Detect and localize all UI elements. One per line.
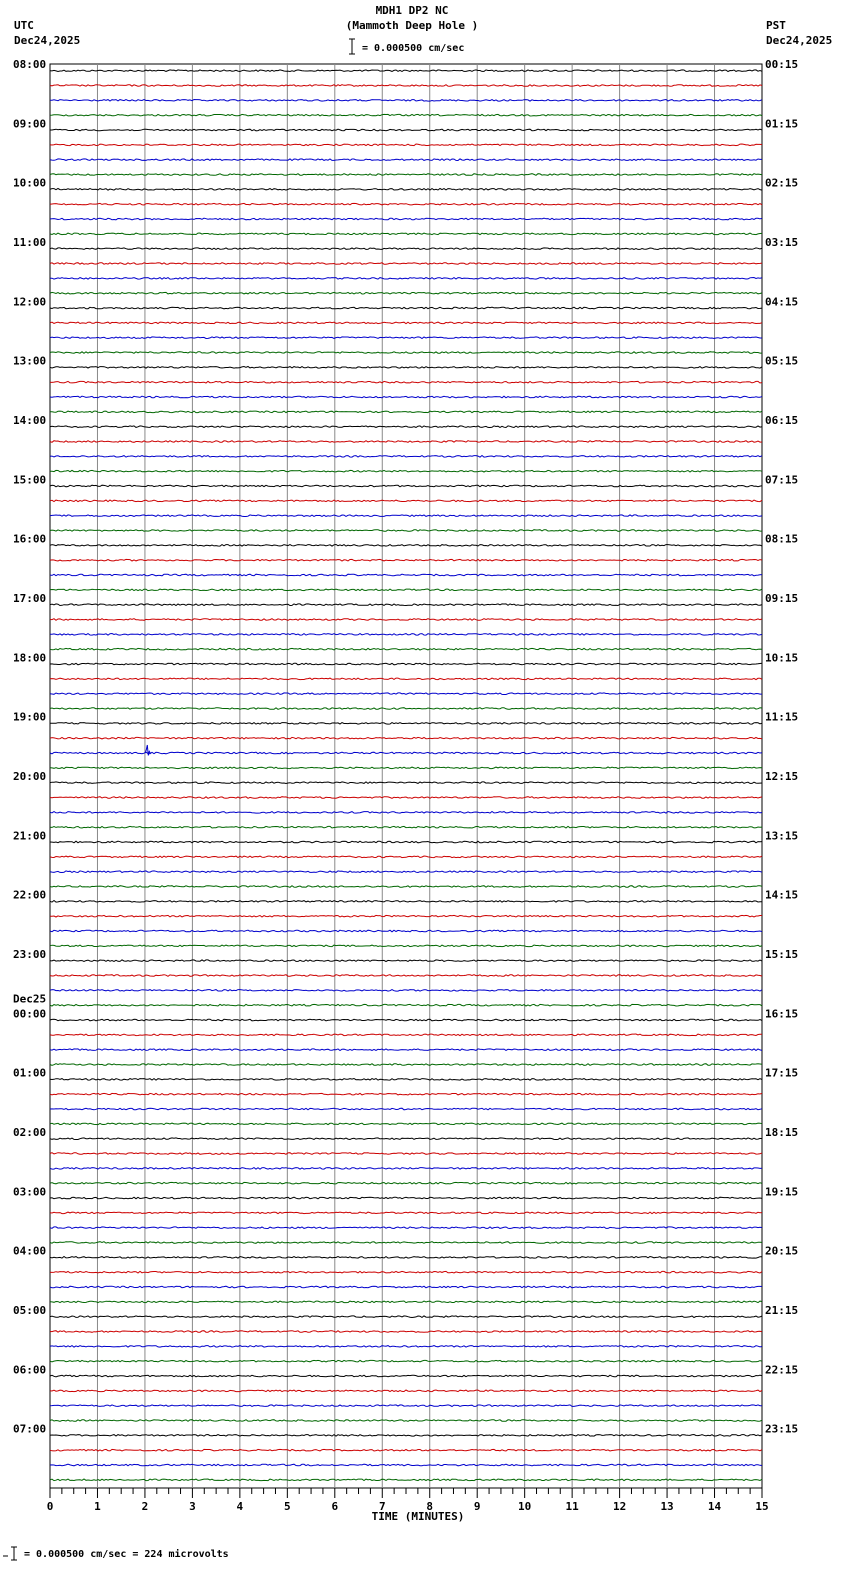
pst-hour-label: 23:15 xyxy=(765,1422,799,1436)
pst-date: Dec24,2025 xyxy=(766,34,833,47)
x-tick-label: 2 xyxy=(141,1500,149,1513)
pst-hour-label: 10:15 xyxy=(765,651,799,665)
seismic-trace xyxy=(50,960,762,962)
x-axis-label: TIME (MINUTES) xyxy=(371,1510,465,1523)
seismic-trace xyxy=(50,1316,762,1318)
utc-hour-label: 05:00 xyxy=(13,1304,47,1317)
utc-date: Dec24,2025 xyxy=(14,34,81,47)
seismic-trace xyxy=(50,1079,762,1081)
seismic-trace xyxy=(50,886,762,888)
date-change-label: Dec25 xyxy=(13,992,47,1006)
utc-hour-label: 16:00 xyxy=(13,532,47,546)
seismic-trace xyxy=(50,1464,762,1466)
x-tick-label: 13 xyxy=(660,1500,674,1513)
seismic-trace xyxy=(50,871,762,873)
x-tick-label: 4 xyxy=(236,1500,244,1513)
seismic-trace xyxy=(50,737,762,739)
station-location: (Mammoth Deep Hole ) xyxy=(345,19,479,32)
seismic-trace xyxy=(50,1153,762,1155)
seismic-trace xyxy=(50,248,762,250)
seismic-trace xyxy=(50,381,762,383)
utc-hour-label: 11:00 xyxy=(13,236,47,249)
seismic-trace xyxy=(50,189,762,191)
utc-hour-label: 07:00 xyxy=(13,1422,47,1436)
seismic-trace xyxy=(50,307,762,309)
seismic-trace xyxy=(50,930,762,932)
seismic-trace xyxy=(50,915,762,917)
seismic-trace xyxy=(50,619,762,621)
x-tick-label: 3 xyxy=(189,1500,196,1513)
seismic-trace xyxy=(50,1286,762,1288)
utc-hour-label: 02:00 xyxy=(13,1126,47,1139)
seismic-trace xyxy=(50,574,762,576)
seismic-trace xyxy=(50,604,762,606)
seismic-trace xyxy=(50,693,762,695)
seismic-trace xyxy=(50,1257,762,1259)
pst-hour-label: 20:15 xyxy=(765,1244,799,1258)
seismic-trace xyxy=(50,648,762,650)
footer-scale-bar-icon xyxy=(3,1547,17,1560)
seismic-trace xyxy=(50,174,762,176)
seismic-trace xyxy=(50,1197,762,1199)
seismic-trace xyxy=(50,841,762,843)
seismic-trace xyxy=(50,945,762,947)
utc-hour-label: 00:00 xyxy=(13,1007,47,1021)
seismic-trace xyxy=(50,203,762,205)
x-tick-label: 1 xyxy=(94,1500,101,1513)
seismic-trace xyxy=(50,856,762,858)
seismic-trace xyxy=(50,975,762,977)
seismic-trace xyxy=(50,144,762,146)
seismic-trace xyxy=(50,990,762,992)
pst-hour-label: 06:15 xyxy=(765,414,799,427)
seismic-trace xyxy=(50,159,762,161)
x-tick-label: 5 xyxy=(284,1500,291,1513)
x-tick-label: 6 xyxy=(331,1500,339,1513)
utc-hour-label: 23:00 xyxy=(13,948,47,961)
utc-hour-label: 13:00 xyxy=(13,354,47,368)
pst-hour-label: 09:15 xyxy=(765,592,799,605)
seismic-trace xyxy=(50,678,762,680)
seismic-trace xyxy=(50,826,762,828)
seismic-trace xyxy=(50,1479,762,1481)
seismic-trace xyxy=(50,263,762,265)
seismic-trace xyxy=(50,470,762,472)
seismic-trace xyxy=(50,782,762,784)
seismic-trace xyxy=(50,708,762,710)
seismic-trace xyxy=(50,441,762,443)
footer-scale-note: = 0.000500 cm/sec = 224 microvolts xyxy=(24,1549,229,1560)
pst-hour-label: 13:15 xyxy=(765,829,799,843)
seismic-trace xyxy=(50,218,762,220)
seismic-trace xyxy=(50,1093,762,1095)
utc-hour-label: 20:00 xyxy=(13,770,47,783)
pst-hour-label: 07:15 xyxy=(765,473,799,487)
seismic-trace xyxy=(50,1123,762,1125)
seismic-trace xyxy=(50,634,762,636)
seismic-trace xyxy=(50,515,762,517)
station-title: MDH1 DP2 NC xyxy=(375,4,449,17)
seismic-trace xyxy=(50,456,762,458)
seismic-trace xyxy=(50,426,762,428)
seismic-trace xyxy=(50,545,762,547)
scale-bar-icon xyxy=(349,39,355,54)
seismic-trace xyxy=(50,1242,762,1244)
utc-hour-label: 17:00 xyxy=(13,592,47,605)
pst-hour-label: 22:15 xyxy=(765,1363,799,1377)
pst-hour-label: 02:15 xyxy=(765,176,799,190)
utc-hour-label: 22:00 xyxy=(13,888,47,902)
seismic-trace xyxy=(50,663,762,665)
seismic-trace xyxy=(50,1331,762,1333)
seismic-trace xyxy=(50,367,762,369)
x-tick-label: 15 xyxy=(755,1500,769,1513)
seismic-trace xyxy=(50,901,762,903)
seismic-trace xyxy=(50,322,762,324)
seismic-trace xyxy=(50,485,762,487)
seismic-trace xyxy=(50,278,762,280)
seismic-trace xyxy=(50,1360,762,1362)
utc-hour-label: 10:00 xyxy=(13,176,47,190)
pst-hour-label: 19:15 xyxy=(765,1185,799,1199)
seismic-trace xyxy=(50,1138,762,1140)
seismic-trace xyxy=(50,1301,762,1303)
seismic-trace xyxy=(50,1212,762,1214)
utc-label: UTC xyxy=(14,19,34,32)
seismic-trace xyxy=(50,752,762,754)
utc-hour-label: 15:00 xyxy=(13,473,47,487)
seismic-trace xyxy=(50,1108,762,1110)
seismic-trace xyxy=(50,411,762,413)
seismic-trace xyxy=(50,1375,762,1377)
pst-hour-label: 11:15 xyxy=(765,710,799,724)
pst-hour-label: 14:15 xyxy=(765,888,799,902)
seismic-trace xyxy=(50,1019,762,1021)
pst-hour-label: 05:15 xyxy=(765,354,799,368)
pst-hour-label: 17:15 xyxy=(765,1066,799,1080)
seismic-trace xyxy=(50,1227,762,1229)
x-tick-label: 11 xyxy=(565,1500,579,1513)
seismic-trace xyxy=(50,352,762,354)
seismic-trace xyxy=(50,70,762,72)
seismic-trace xyxy=(50,1435,762,1437)
pst-hour-label: 18:15 xyxy=(765,1126,799,1139)
x-tick-label: 9 xyxy=(473,1500,481,1513)
seismic-trace xyxy=(50,396,762,398)
seismic-trace xyxy=(50,1405,762,1407)
seismic-trace xyxy=(50,797,762,799)
seismic-trace xyxy=(50,85,762,87)
seismic-trace xyxy=(50,1449,762,1451)
seismic-trace xyxy=(50,1034,762,1036)
utc-hour-label: 21:00 xyxy=(13,829,47,843)
pst-hour-label: 01:15 xyxy=(765,117,799,131)
seismic-trace xyxy=(50,723,762,725)
seismic-trace xyxy=(50,292,762,294)
x-tick-label: 7 xyxy=(378,1500,386,1513)
seismic-trace xyxy=(50,1182,762,1184)
pst-hour-label: 00:15 xyxy=(765,58,799,71)
seismic-trace xyxy=(50,129,762,131)
seismic-trace xyxy=(50,1420,762,1422)
seismic-trace xyxy=(50,1004,762,1006)
scale-text: = 0.000500 cm/sec xyxy=(362,43,465,54)
seismic-trace xyxy=(50,1168,762,1170)
pst-hour-label: 16:15 xyxy=(765,1007,799,1021)
x-tick-label: 0 xyxy=(46,1500,54,1513)
pst-hour-label: 15:15 xyxy=(765,948,799,961)
pst-hour-label: 21:15 xyxy=(765,1304,799,1317)
seismic-trace xyxy=(50,233,762,235)
seismic-trace xyxy=(50,559,762,561)
seismic-trace xyxy=(50,114,762,116)
utc-hour-label: 03:00 xyxy=(13,1185,47,1199)
pst-hour-label: 12:15 xyxy=(765,770,799,783)
seismic-trace xyxy=(50,1271,762,1273)
utc-hour-label: 09:00 xyxy=(13,117,47,131)
seismic-trace xyxy=(50,500,762,502)
x-tick-label: 8 xyxy=(426,1500,434,1513)
x-tick-label: 12 xyxy=(612,1500,627,1513)
seismic-trace xyxy=(50,1064,762,1066)
utc-hour-label: 06:00 xyxy=(13,1363,47,1377)
seismic-trace xyxy=(50,530,762,532)
x-tick-label: 14 xyxy=(707,1500,722,1513)
seismic-trace xyxy=(50,1049,762,1051)
seismic-trace xyxy=(50,1346,762,1348)
seismic-trace xyxy=(50,337,762,339)
utc-hour-label: 18:00 xyxy=(13,651,47,665)
seismic-trace xyxy=(50,1390,762,1392)
utc-hour-label: 04:00 xyxy=(13,1244,47,1258)
pst-hour-label: 03:15 xyxy=(765,236,799,249)
utc-hour-label: 14:00 xyxy=(13,414,47,427)
pst-hour-label: 04:15 xyxy=(765,295,799,309)
seismic-trace xyxy=(50,100,762,102)
utc-hour-label: 01:00 xyxy=(13,1066,47,1080)
seismic-trace xyxy=(50,812,762,814)
seismic-trace xyxy=(50,767,762,769)
pst-hour-label: 08:15 xyxy=(765,532,799,546)
x-tick-label: 10 xyxy=(518,1500,532,1513)
pst-label: PST xyxy=(766,19,786,32)
seismic-trace xyxy=(50,589,762,591)
utc-hour-label: 19:00 xyxy=(13,710,47,724)
utc-hour-label: 12:00 xyxy=(13,295,47,309)
utc-hour-label: 08:00 xyxy=(13,58,47,71)
